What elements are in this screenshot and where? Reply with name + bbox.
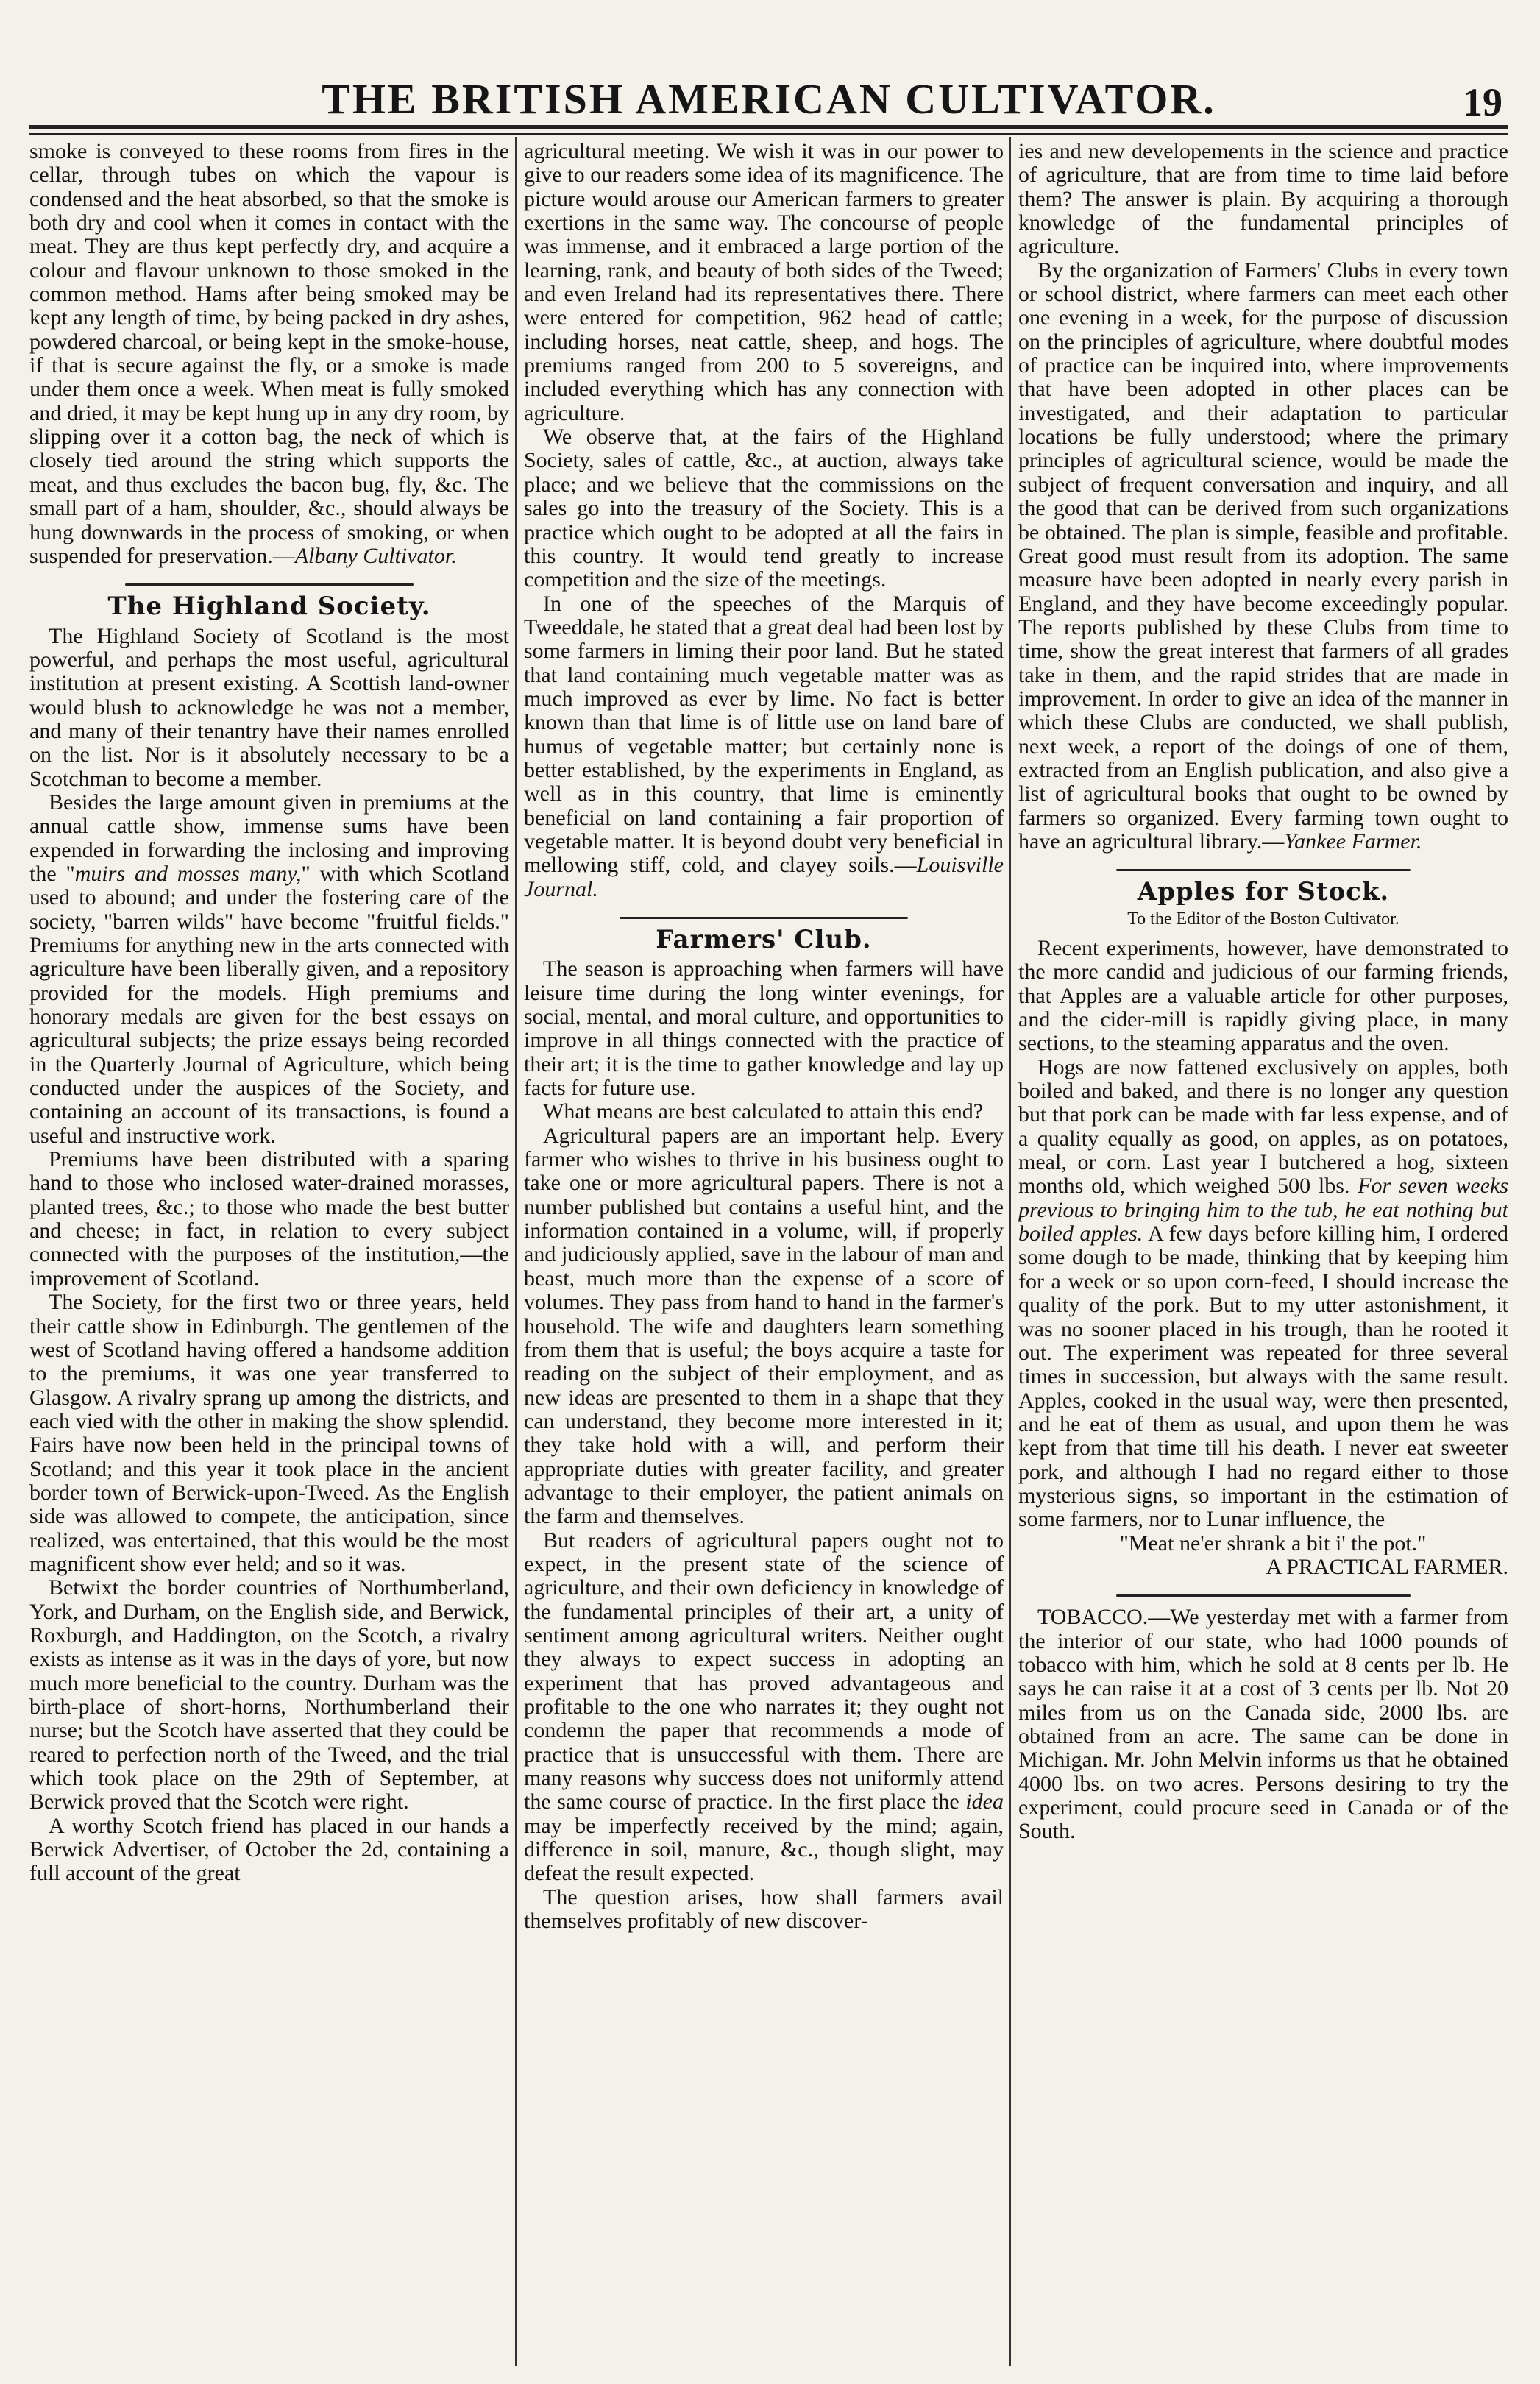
page-header [29, 74, 1508, 125]
section-divider [29, 578, 509, 590]
article-paragraph: But readers of agricultural papers ought not to expect, in the present state of the science of agriculture, and their own deficiency in knowledge of the fundamental principles of their art, a unity of sentiment among agricultural writers. Neither ought they always to expect success in adopting an experiment that has proved advantageous and profitable to the one who narrates it; they ought not condemn the paper that recommends a mode of practice that is unsuccessful with them. There are many reasons why success does not uniformly attend the same course of practice. In the first place the idea may be imperfectly received by the mind; again, difference in soil, manure, &c., though slight, may defeat the result expected. [524, 1528, 1004, 1886]
article-paragraph: The season is approaching when farmers will have leisure time during the long winter evenings, for social, mental, and moral culture, and opportunities to improve in all things connected with the practice of their art; it is the time to gather knowledge and lay up facts for future use. [524, 957, 1004, 1101]
header-rule-thick [29, 125, 1508, 129]
column-divider-1 [515, 137, 517, 2366]
article-paragraph: Recent experiments, however, have demonstrated to the more candid and judicious of our farming friends, that Apples are a valuable article for other purposes, and the cider-mill is rapidly giving place, in many sections, to the steaming apparatus and the oven. [1018, 936, 1508, 1056]
article-heading: Farmers' Club. [656, 925, 872, 954]
article-paragraph: Betwixt the border countries of Northumberland, York, and Durham, on the English side, and Berwick, Roxburgh, and Haddington, on the Scotch, a rivalry exists as intense as it was in the days of yore, but now much more beneficial to the country. Durham was the birth-place of short-horns, Northumberland their nurse; but the Scotch have asserted that they could be reared to perfection north of the Tweed, and the trial which took place on the 29th of September, at Berwick proved that the Scotch were right. [29, 1575, 509, 1814]
signature: A PRACTICAL FARMER. [1266, 1554, 1508, 1579]
article-heading: The Highland Society. [107, 592, 431, 622]
article-paragraph: By the organization of Farmers' Clubs in every town or school district, where farmers can meet each other one evening in a week, for the purpose of discussion on the principles of agriculture, where doubtful modes of practice can be inquired into, where improvements that have been adopted in other places can be investigated, and their adaptation to particular locations be fully understood; where the primary principles of agricultural science, would be made the subject of frequent conversation and inquiry, and all the good that can be derived from such organizations be obtained. The plan is simple, feasible and profitable. Great good must result from its adoption. The same measure have been adopted in nearly every parish in England, and they have become exceedingly popular. The reports published by these Clubs from time to time, show the great interest that farmers of all grades take in them, and the rapid strides that are made in improvement. In order to give an idea of the manner in which these Clubs are conducted, we shall publish, next week, a report of the doings of one of them, extracted from an English publication, and also give a list of agricultural books that ought to be owned by farmers so organized. Every farming town ought to have an agricultural library.—Yankee Farmer. [1018, 258, 1508, 854]
article-paragraph: What means are best calculated to attain this end? [543, 1099, 984, 1124]
article-paragraph: We observe that, at the fairs of the Highland Society, sales of cattle, &c., at auction, always take place; and we believe that the commissions on the sales go into the treasury of the Society. This is a practice which ought to be adopted at all the fairs in this country. It would tend greatly to increase competition and the size of the meetings. [524, 425, 1004, 592]
section-divider [1018, 1589, 1508, 1601]
article-paragraph: smoke is conveyed to these rooms from fires in the cellar, through tubes on which the vapour is condensed and the heat absorbed, so that the smoke is both dry and cool when it comes in contact with the meat. They are thus kept perfectly dry, and acquire a colour and flavour unknown to those smoked in the common method. Hams after being smoked may be kept any length of time, by being packed in dry ashes, powdered charcoal, or being kept in the smoke-house, if that is secure against the fly, or a smoke is made under them once a week. When meat is fully smoked and dried, it may be kept hung up in any dry room, by slipping over it a cotton bag, the neck of which is closely tied around the string which supports the meat, and thus excludes the bacon bug, fly, &c. The small part of a ham, shoulder, &c., should always be hung downwards in the process of smoking, or when suspended for preservation.—Albany Cultivator. [29, 140, 509, 568]
header-rule-thin [29, 133, 1508, 135]
article-paragraph: ies and new developements in the science and practice of agriculture, that are from time to time laid before them? The answer is plain. By acquiring a thorough knowledge of the fundamental principles of agriculture. [1018, 140, 1508, 259]
source-credit: Yankee Farmer. [1284, 829, 1422, 854]
column-3 [1018, 140, 1508, 2369]
source-credit: Louisville Journal. [524, 853, 1004, 901]
article-paragraph: Besides the large amount given in premiums at the annual cattle show, immense sums have been expended in forwarding the inclosing and improving the "muirs and mosses many," with which Scotland used to abound; and under the fostering care of the society, "barren wilds" have become "fruitful fields." Premiums for anything new in the arts connected with agriculture have been liberally given, and a repository provided for the models. High premiums and honorary medals are given for the best essays on agricultural subjects; the prize essays being recorded in the Quarterly Journal of Agriculture, which being conducted under the auspices of the Society, and containing an account of its transactions, is found a useful and instructive work. [29, 790, 509, 1148]
quotation: "Meat ne'er shrank a bit i' the pot." [1119, 1530, 1427, 1555]
running-title: THE BRITISH AMERICAN CULTIVATOR. [322, 75, 1216, 123]
article-paragraph: agricultural meeting. We wish it was in our power to give to our readers some idea of its magnificence. The picture would arouse our American farmers to greater exertions in the same way. The concourse of people was immense, and it embraced a large portion of the learning, rank, and beauty of both sides of the Tweed; and even Ireland had its representatives there. There were entered for competition, 962 head of cattle; including horses, neat cattle, sheep, and hogs. The premiums ranged from 200 to 5 sovereigns, and included everything which has any connection with agriculture. [524, 140, 1004, 425]
article-paragraph: The question arises, how shall farmers avail themselves profitably of new discover- [524, 1884, 1004, 1934]
article-subheading: To the Editor of the Boston Cultivator. [1127, 909, 1399, 929]
article-paragraph: Hogs are now fattened exclusively on apples, both boiled and baked, and there is no longer any question but that pork can be made with far less expense, and of a quality equally as good, on apples, as on potatoes, meal, or corn. Last year I butchered a hog, sixteen months old, which weighed 500 lbs. For seven weeks previous to bringing him to the tub, he eat nothing but boiled apples. A few days before killing him, I ordered some dough to be made, thinking that by keeping him for a week or so upon corn-feed, I should increase the quality of the pork. But to my utter astonishment, it was no sooner placed in his trough, than he rooted it out. The experiment was repeated for three several times in succession, but always with the same result. Apples, cooked in the usual way, were then presented, and he eat of them as usual, and upon them he was kept from that time till his death. I never eat sweeter pork, and although I had no regard either to those mysterious signs, so important in the estimation of some farmers, nor to Lunar influence, the [1018, 1054, 1508, 1532]
column-divider-2 [1009, 137, 1011, 2366]
article-heading: Apples for Stock. [1137, 877, 1390, 907]
section-divider [524, 912, 1004, 923]
article-paragraph: The Society, for the first two or three years, held their cattle show in Edinburgh. The gentlemen of the west of Scotland having offered a handsome addition to the premiums, it was one year transferred to Glasgow. A rivalry sprang up among the districts, and each vied with the other in making the show splendid. Fairs have now been held in the principal towns of Scotland; and this year it took place in the ancient border town of Berwick-upon-Tweed. As the English side was allowed to compete, the anticipation, since realized, was entertained, that this would be the most magnificent show ever held; and so it was. [29, 1290, 509, 1576]
article-paragraph: TOBACCO.—We yesterday met with a farmer from the interior of our state, who had 1000 pounds of tobacco with him, which he sold at 8 cents per lb. He says he can raise it at a cost of 3 cents per lb. Not 20 miles from us on the Canada side, 2000 lbs. are obtained from an acre. The same can be done in Michigan. Mr. John Melvin informs us that he obtained 4000 lbs. on two acres. Persons desiring to try the experiment, could procure seed in Canada or of the South. [1018, 1605, 1508, 1844]
column-1 [29, 140, 509, 2369]
page-number: 19 [1463, 80, 1502, 124]
article-paragraph: The Highland Society of Scotland is the most powerful, and perhaps the most useful, agricultural institution at present existing. A Scottish land-owner would blush to acknowledge he was not a member, and many of their tenantry have their names enrolled on the list. Nor is it absolutely necessary to be a Scotchman to become a member. [29, 623, 509, 791]
article-paragraph: A worthy Scotch friend has placed in our hands a Berwick Advertiser, of October the 2d, containing a full account of the great [29, 1813, 509, 1886]
section-divider [1018, 864, 1508, 876]
article-paragraph: In one of the speeches of the Marquis of Tweeddale, he stated that a great deal had been lost by some farmers in liming their poor land. But he stated that land containing much vegetable matter was as much improved as ever by lime. No fact is better known than that lime is of little use on land bare of humus of vegetable matter; but certainly none is better established, by the experiments in England, as well as in this country, that lime is eminently beneficial on land containing a fair proportion of vegetable matter. It is beyond doubt very beneficial in mellowing stiff, cold, and clayey soils.—Louisville Journal. [524, 591, 1004, 901]
article-paragraph: Agricultural papers are an important help. Every farmer who wishes to thrive in his business ought to take one or more agricultural papers. There is not a number published but contains a useful hint, and the information contained in a volume, will, if properly and judiciously applied, save in the labour of man and beast, much more than the expense of a score of volumes. They pass from hand to hand in the farmer's household. The wife and daughters learn something from them that is useful; the boys acquire a taste for reading on the subject of their employment, and as new ideas are presented to them in a shape that they can understand, they become more interested in it; they take hold with a will, and perform their appropriate duties with greater facility, and greater advantage to their employer, the patient animals on the farm and themselves. [524, 1123, 1004, 1529]
article-paragraph: Premiums have been distributed with a sparing hand to those who inclosed water-drained morasses, planted trees, &c.; to those who made the best butter and cheese; in fact, in relation to every subject connected with the purposes of the institution,—the improvement of Scotland. [29, 1147, 509, 1291]
source-credit: Albany Cultivator. [294, 543, 457, 568]
column-2 [524, 140, 1004, 2369]
